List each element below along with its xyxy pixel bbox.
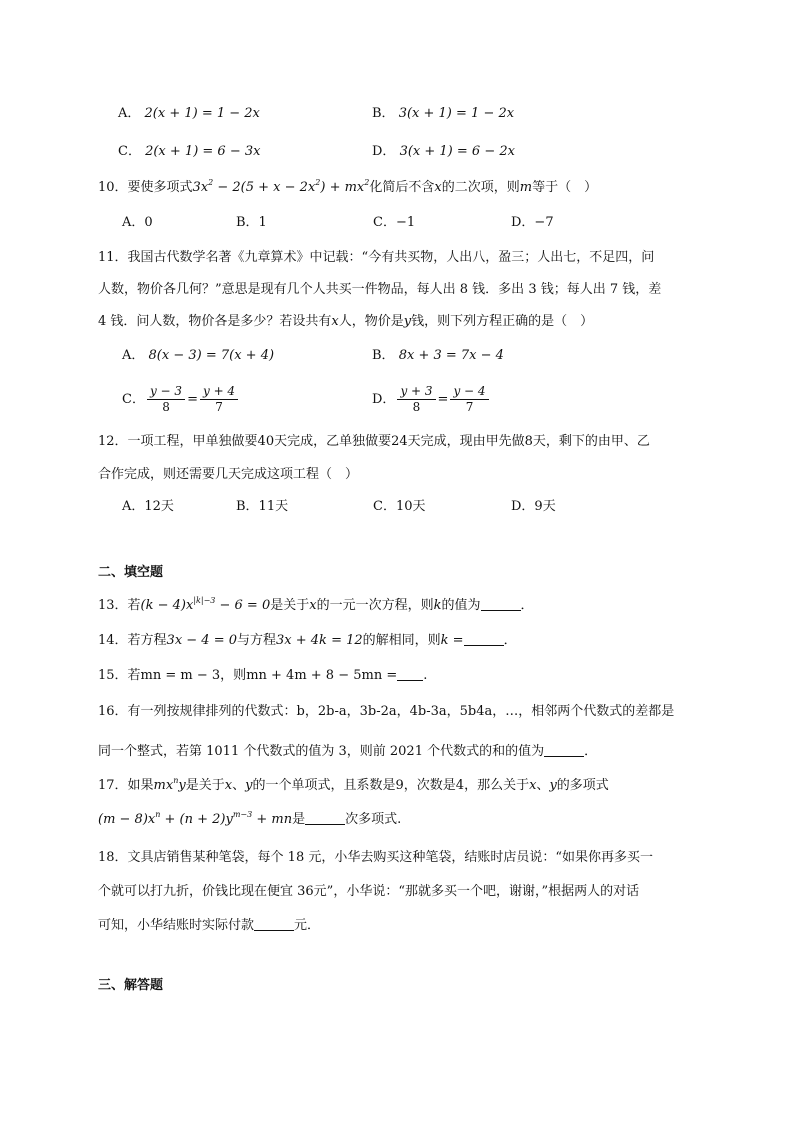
q10-end: 等于（ ）: [532, 180, 598, 195]
q18-text: 可知，小华结账时实际付款: [98, 918, 255, 933]
q15-tail: .: [423, 668, 428, 683]
q15-prefix: 15．若: [98, 668, 141, 683]
q13-mid: 是关于: [270, 598, 310, 613]
fraction: [147, 384, 185, 415]
numerator: y + 4: [200, 384, 238, 400]
q17-mid4: ，那么关于: [464, 778, 530, 793]
denominator: 8: [162, 400, 170, 414]
q13-mid2: 的一元一次方程，则: [316, 598, 434, 613]
section-heading-fill-in: 二、填空题: [98, 565, 164, 580]
q10-var-m: m: [519, 180, 533, 195]
option-letter: D．: [372, 144, 396, 159]
q17-poly-term-b: + (n + 2)y: [160, 812, 233, 827]
q17-mid: 是关于: [185, 778, 225, 793]
q9-option-a: [118, 105, 260, 123]
q17-poly-exponent-b: m−3: [232, 810, 253, 819]
q17-end: 次多项式.: [345, 812, 402, 827]
answer-blank[interactable]: [254, 918, 294, 931]
q10-middle: 化简后不含: [369, 180, 435, 195]
q10-option-b: B．1: [236, 215, 267, 230]
q13-exponent: |k|−3: [193, 596, 216, 605]
q13-math: (k − 4)x: [140, 598, 194, 613]
answer-blank[interactable]: [544, 744, 584, 757]
q13-math2: − 6 = 0: [215, 598, 271, 613]
option-math: 3(x + 1) = 1 − 2x: [398, 106, 515, 121]
q17-var-x: x: [529, 778, 537, 793]
q11-option-a: [122, 347, 274, 365]
option-letter: B．: [372, 106, 395, 121]
q10-option-d: D．−7: [511, 215, 554, 230]
q11-var-y: y: [403, 314, 412, 329]
option-math: 8x + 3 = 7x − 4: [398, 348, 504, 363]
answer-blank[interactable]: [464, 633, 504, 646]
section-heading-solve: 三、解答题: [98, 978, 164, 993]
q17-poly-exponent-a: n: [155, 810, 161, 819]
q15-stem: [98, 667, 427, 685]
denominator: 7: [215, 400, 223, 414]
q14-lhs: k =: [440, 633, 464, 648]
q10-var-x: x: [434, 180, 442, 195]
q17-monomial-exponent: n: [173, 776, 179, 785]
denominator: 8: [412, 400, 421, 414]
q17-poly-term-a: (m − 8)x: [98, 812, 156, 827]
q10-stem: [98, 179, 597, 197]
answer-blank[interactable]: [481, 598, 521, 611]
q11-line-3a: 4 钱．问人数，物价各是多少？若设共有: [98, 314, 332, 329]
q17-prefix: 17．如果: [98, 778, 154, 793]
q10-option-a: A．0: [122, 215, 153, 230]
fraction: [450, 384, 488, 415]
q11-var-x: x: [331, 314, 339, 329]
q16-tail: ．: [584, 744, 598, 759]
q13-var-x: x: [309, 598, 317, 613]
option-letter: C．: [122, 392, 145, 407]
q14-stem: [98, 632, 517, 650]
q12-option-d: D．9天: [511, 499, 556, 514]
q10-option-c: C．−1: [373, 215, 416, 230]
q16-line-2: [98, 743, 597, 761]
q17-is: 是: [292, 812, 306, 827]
answer-blank[interactable]: [305, 812, 345, 825]
q17-monomial: mx: [153, 778, 174, 793]
denominator: 7: [465, 400, 474, 414]
q14-mid: 与方程: [237, 633, 277, 648]
q15-mid: ，则: [220, 668, 247, 683]
q17-var-x: x: [224, 778, 233, 793]
q13-end: 的值为: [441, 598, 481, 613]
option-letter: A．: [118, 106, 141, 121]
q17-mid2: 的一个单项式，且系数是: [252, 778, 396, 793]
fraction: [200, 384, 238, 415]
q14-tail: ．: [503, 633, 517, 648]
q17-line-1: [98, 777, 609, 795]
q17-sep: 、: [536, 778, 550, 793]
option-letter: B．: [372, 348, 395, 363]
q15-math: mn = m − 3: [140, 668, 221, 683]
q18-line-3: [98, 917, 320, 935]
q17-var-y: y: [245, 778, 253, 793]
q18-line-1: 18．文具店销售某种笔袋，每个 18 元，小华去购买这种笔袋，结账时店员说：“如果你再多买一: [98, 850, 653, 865]
q16-text: 同一个整式，若第 1011 个代数式的值为 3，则前 2021 个代数式的和的值为: [98, 744, 545, 759]
q17-degree: 4: [455, 778, 465, 793]
q14-prefix: 14．若方程: [98, 633, 167, 648]
q10-suffix: 的二次项，则: [441, 180, 520, 195]
q11-line-2: 人数，物价各几何？”意思是现有几个人共买一件物品，每人出 8 钱．多出 3 钱；每人出 7 钱，差: [98, 282, 662, 297]
q17-mid5: 的多项式: [556, 778, 609, 793]
q17-line-2: [98, 811, 401, 829]
q17-sep: 、: [232, 778, 246, 793]
q11-option-c: [122, 383, 240, 417]
q17-coefficient: 9: [395, 778, 404, 793]
q14-mid2: 的解相同，则: [362, 633, 441, 648]
q11-line-1: 11．我国古代数学名著《九章算术》中记载：“今有共买物，人出八，盈三；人出七，不足四，问: [98, 250, 655, 265]
equals-sign: =: [437, 392, 449, 407]
numerator: y + 3: [397, 384, 435, 400]
answer-blank[interactable]: [397, 668, 423, 681]
q16-line-1: 16．有一列按规律排列的代数式：b，2b-a，3b-2a，4b-3a，5b4a，…，相邻两个代数式的差都是: [98, 704, 675, 719]
q13-var-k: k: [433, 598, 442, 613]
q13-stem: [98, 597, 534, 615]
q9-option-c: [118, 143, 260, 161]
q18-line-2: 个就可以打九折，价钱比现在便宜 36元”，小华说：“那就多买一个吧，谢谢，”根据两人的对话: [98, 884, 640, 899]
q13-prefix: 13．若: [98, 598, 141, 613]
q14-equation-2: 3x + 4k = 12: [276, 633, 363, 648]
q12-line-1: 12．一项工程，甲单独做要40天完成，乙单独做要24天完成，现由甲先做8天，剩下的由甲、乙: [98, 434, 650, 449]
option-math: 2(x + 1) = 1 − 2x: [144, 106, 260, 121]
numerator: y − 3: [147, 384, 185, 400]
q12-option-c: C．10天: [373, 499, 426, 514]
q13-tail: ．: [520, 598, 534, 613]
q14-equation-1: 3x − 4 = 0: [166, 633, 238, 648]
q17-monomial-y: y: [178, 778, 186, 793]
option-math: 2(x + 1) = 6 − 3x: [145, 144, 261, 159]
q17-poly-term-c: + mn: [252, 812, 293, 827]
q9-option-b: [372, 105, 514, 123]
q9-option-d: [372, 143, 515, 161]
numerator: y − 4: [450, 384, 488, 400]
q15-math2: mn + 4m + 8 − 5mn =: [246, 668, 398, 683]
q11-line-3c: 钱，则下列方程正确的是（ ）: [411, 314, 594, 329]
q10-prefix: 10．要使多项式: [98, 180, 193, 195]
option-math: 8(x − 3) = 7(x + 4): [148, 348, 275, 363]
option-letter: D．: [372, 392, 396, 407]
q11-option-b: [372, 347, 504, 365]
q10-polynomial: $3x^2 - 2(5 + x - 2x^2) + mx^2$: [192, 178, 370, 195]
q11-line-3b: 人，物价是: [338, 314, 404, 329]
q12-option-b: B．11天: [236, 499, 289, 514]
q12-line-2: 合作完成，则还需要几天完成这项工程（ ）: [98, 467, 359, 482]
q11-option-d: [372, 383, 491, 417]
equals-sign: =: [187, 392, 198, 407]
fraction: [397, 384, 435, 415]
q11-line-3: [98, 313, 593, 331]
option-letter: C．: [118, 144, 141, 159]
q17-var-y: y: [549, 778, 557, 793]
option-math: 3(x + 1) = 6 − 2x: [399, 144, 515, 159]
option-letter: A．: [122, 348, 145, 363]
q18-tail: 元．: [294, 918, 321, 933]
q12-option-a: A．12天: [122, 499, 174, 514]
q17-mid3: ，次数是: [403, 778, 456, 793]
